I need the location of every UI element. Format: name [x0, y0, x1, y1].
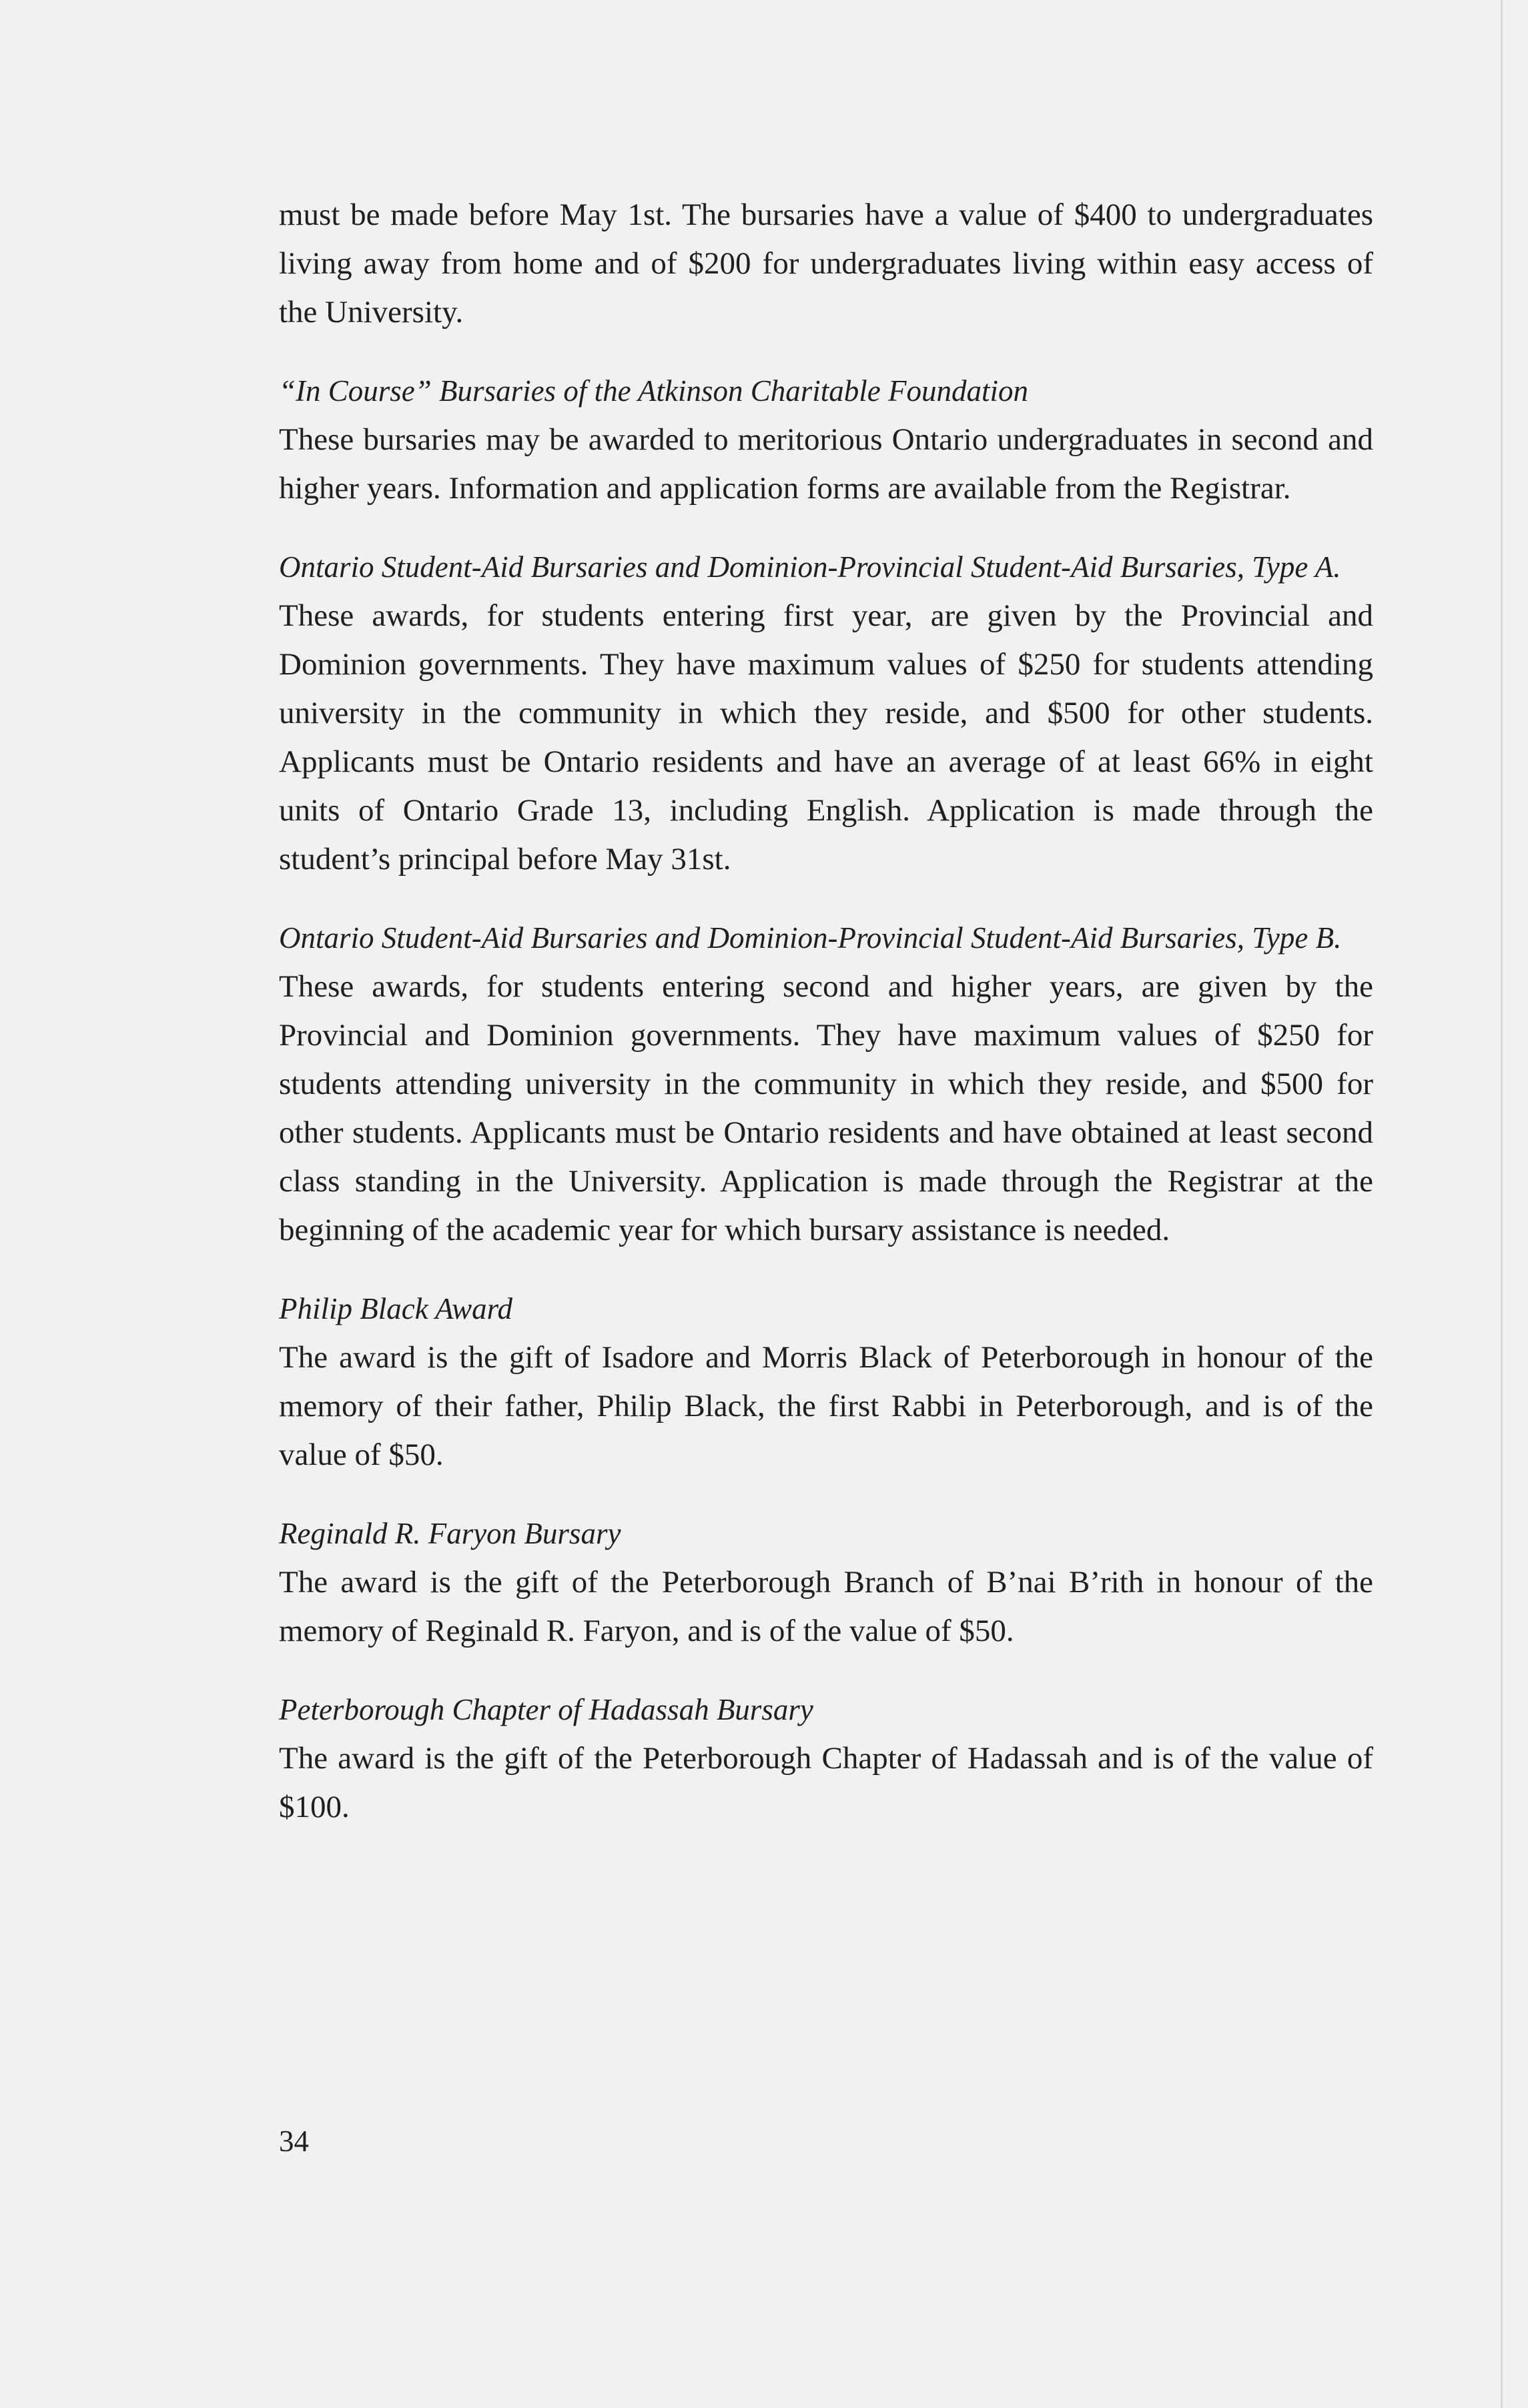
entry-body: The award is the gift of the Peterborough Branch of B’nai B’rith in honour of the memory of Reginald R. Faryon, and is of the value of $50.: [279, 1565, 1373, 1648]
entry-heading: Philip Black Award: [279, 1292, 512, 1325]
page-number: 34: [279, 2125, 309, 2158]
bursary-entry-type-a: [279, 543, 1373, 884]
bursary-entry-hadassah: [279, 1686, 1373, 1832]
entry-heading: “In Course” Bursaries of the Atkinson Charitable Foundation: [279, 374, 1028, 408]
entry-body: These awards, for students entering first year, are given by the Provincial and Dominion governments. They have maximum values of $250 for students attending university in the community in which they reside, and $500 for other students. Applicants must be Ontario residents and have an average of at least 66% in eight units of Ontario Grade 13, including English. Application is made through the student’s principal before May 31st.: [279, 598, 1373, 876]
bursary-entry-type-b: [279, 914, 1373, 1255]
page-edge-shadow: [1501, 0, 1503, 2408]
entry-body: These awards, for students entering second and higher years, are given by the Provincial and Dominion governments. They have maximum values of $250 for students attending university in the community in which they reside, and $500 for other students. Applicants must be Ontario residents and have obtained at least second class standing in the University. Application is made through the Registrar at the beginning of the academic year for which bursary assistance is needed.: [279, 969, 1373, 1247]
entry-body: These bursaries may be awarded to meritorious Ontario undergraduates in second and higher years. Information and application forms are available from the Registrar.: [279, 422, 1373, 506]
entry-heading: Peterborough Chapter of Hadassah Bursary: [279, 1693, 813, 1726]
entry-body: The award is the gift of Isadore and Morris Black of Peterborough in honour of the memory of their father, Philip Black, the first Rabbi in Peterborough, and is of the value of $50.: [279, 1340, 1373, 1472]
bursary-entry-philip-black: [279, 1285, 1373, 1479]
bursary-entry-atkinson: [279, 367, 1373, 513]
lead-paragraph: must be made before May 1st. The bursaries have a value of $400 to undergraduates living away from home and of $200 for undergraduates living within easy access of the University.: [279, 197, 1373, 330]
bursary-entry-faryon: [279, 1510, 1373, 1656]
entry-heading: Ontario Student-Aid Bursaries and Dominion-Provincial Student-Aid Bursaries, Type A.: [279, 550, 1341, 584]
entry-body: The award is the gift of the Peterborough Chapter of Hadassah and is of the value of $100.: [279, 1741, 1373, 1824]
entry-heading: Ontario Student-Aid Bursaries and Dominion-Provincial Student-Aid Bursaries, Type B.: [279, 921, 1342, 955]
page-text-block: [279, 191, 1373, 1862]
entry-heading: Reginald R. Faryon Bursary: [279, 1517, 621, 1550]
